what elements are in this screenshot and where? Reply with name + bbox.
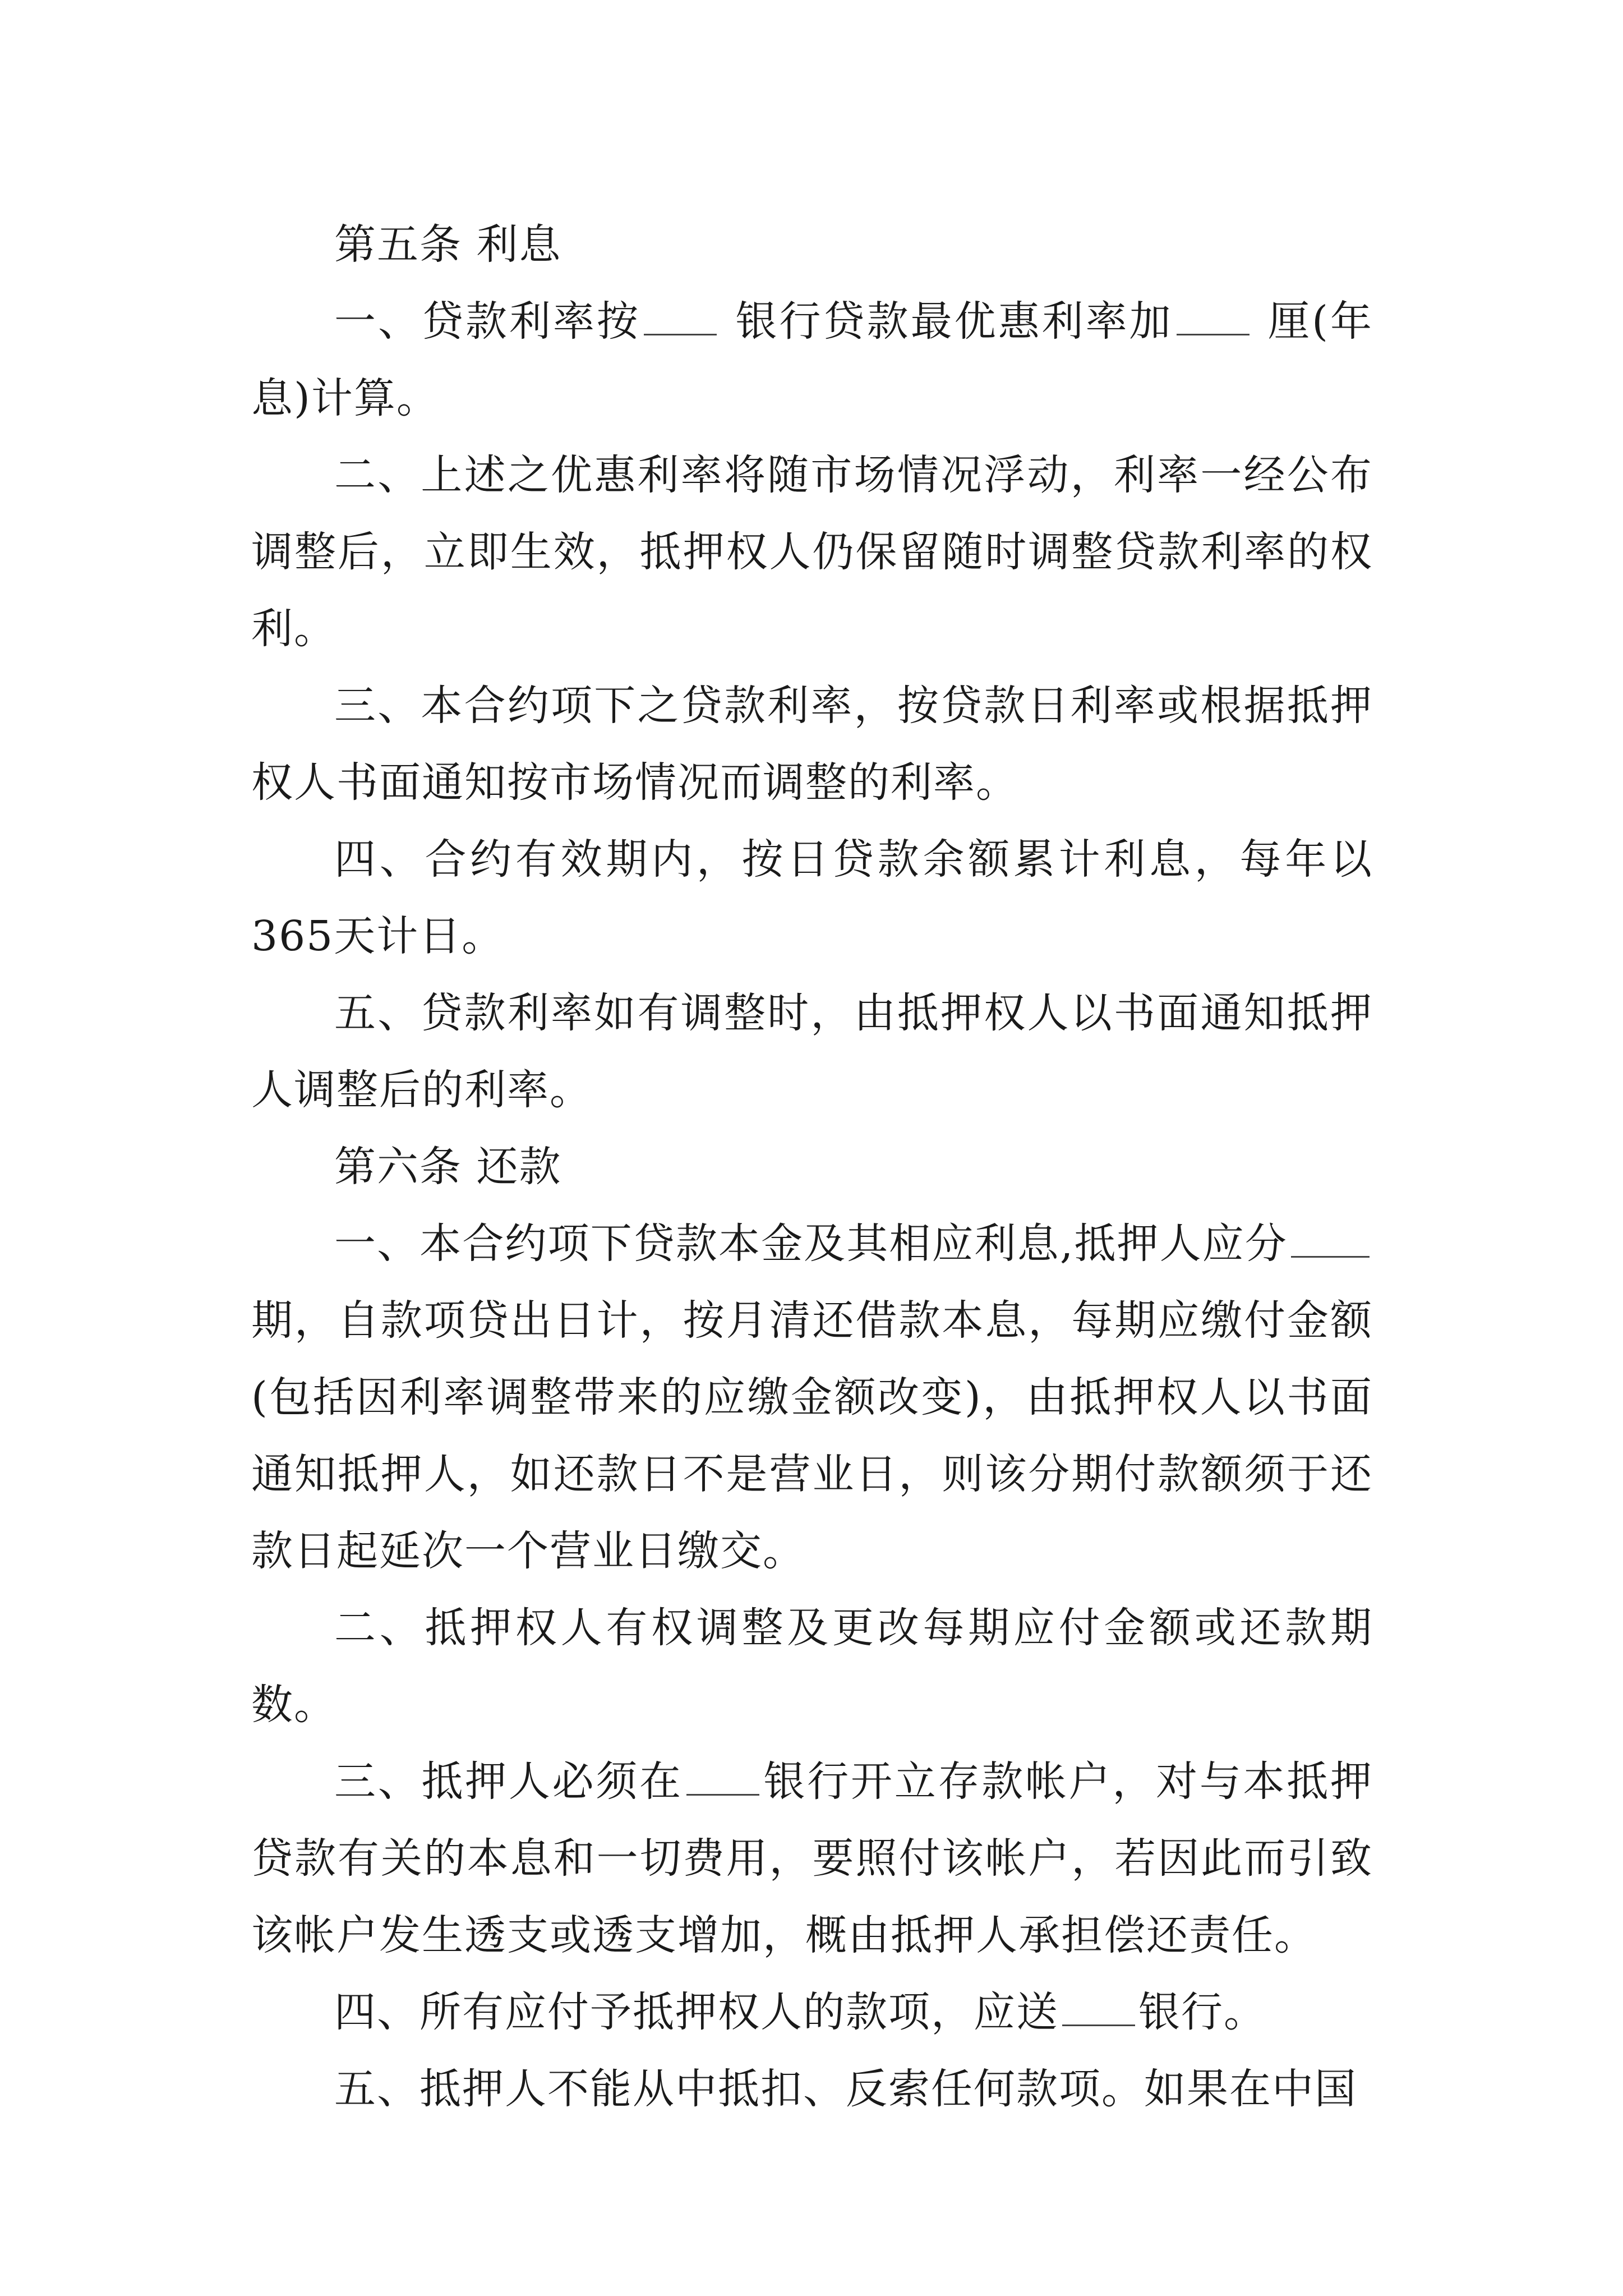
fill-in-blank bbox=[644, 292, 717, 335]
clause-repayment-4 bbox=[251, 1974, 1373, 2051]
clause-interest-5: 五、贷款利率如有调整时，由抵押权人以书面通知抵押人调整后的利率。 bbox=[251, 989, 1373, 1114]
clause-text: 厘(年息)计算。 bbox=[251, 297, 1373, 422]
article-heading-interest: 第五条 利息 bbox=[334, 220, 562, 269]
clause-text: 银行开立存款帐户，对与本抵押贷款有关的本息和一切费用，要照付该帐户，若因此而引致该帐户发生透支或透支增加，概由抵押人承担偿还责任。 bbox=[251, 1757, 1373, 1959]
clause-text: 银行贷款最优惠利率加 bbox=[720, 297, 1173, 346]
clause-repayment-5: 五、抵押人不能从中抵扣、反索任何款项。如果在中国 bbox=[334, 2065, 1357, 2113]
fill-in-blank bbox=[1291, 1214, 1370, 1258]
clause-interest-1 bbox=[251, 283, 1373, 437]
clause-repayment-1 bbox=[251, 1205, 1373, 1590]
clause-text: 一、本合约项下贷款本金及其相应利息,抵押人应分 bbox=[334, 1220, 1288, 1268]
fill-in-blank bbox=[686, 1752, 759, 1796]
clause-text: 三、抵押人必须在 bbox=[334, 1757, 683, 1806]
clause-interest-2: 二、上述之优惠利率将随市场情况浮动，利率一经公布调整后，立即生效，抵押权人仍保留随时调整贷款利率的权利。 bbox=[251, 451, 1373, 653]
fill-in-blank bbox=[1062, 1983, 1135, 2026]
clause-repayment-3 bbox=[251, 1743, 1373, 1974]
clause-text: 四、所有应付予抵押权人的款项，应送 bbox=[334, 1988, 1059, 2036]
clause-repayment-2: 二、抵押权人有权调整及更改每期应付金额或还款期数。 bbox=[251, 1604, 1373, 1729]
clause-text: 银行。 bbox=[1138, 1988, 1266, 2036]
clause-text: 期，自款项贷出日计，按月清还借款本息，每期应缴付金额(包括因利率调整带来的应缴金额改变)，由抵押权人以书面通知抵押人，如还款日不是营业日，则该分期付款额须于还款日起延次一个营业日缴交。 bbox=[251, 1296, 1373, 1575]
article-heading-repayment: 第六条 还款 bbox=[334, 1143, 562, 1191]
clause-interest-4: 四、合约有效期内，按日贷款余额累计利息，每年以365天计日。 bbox=[251, 835, 1373, 960]
clause-interest-3: 三、本合约项下之贷款利率，按贷款日利率或根据抵押权人书面通知按市场情况而调整的利率。 bbox=[251, 682, 1373, 807]
fill-in-blank bbox=[1177, 292, 1249, 335]
clause-text: 一、贷款利率按 bbox=[334, 297, 641, 346]
document-body bbox=[251, 206, 1373, 2128]
